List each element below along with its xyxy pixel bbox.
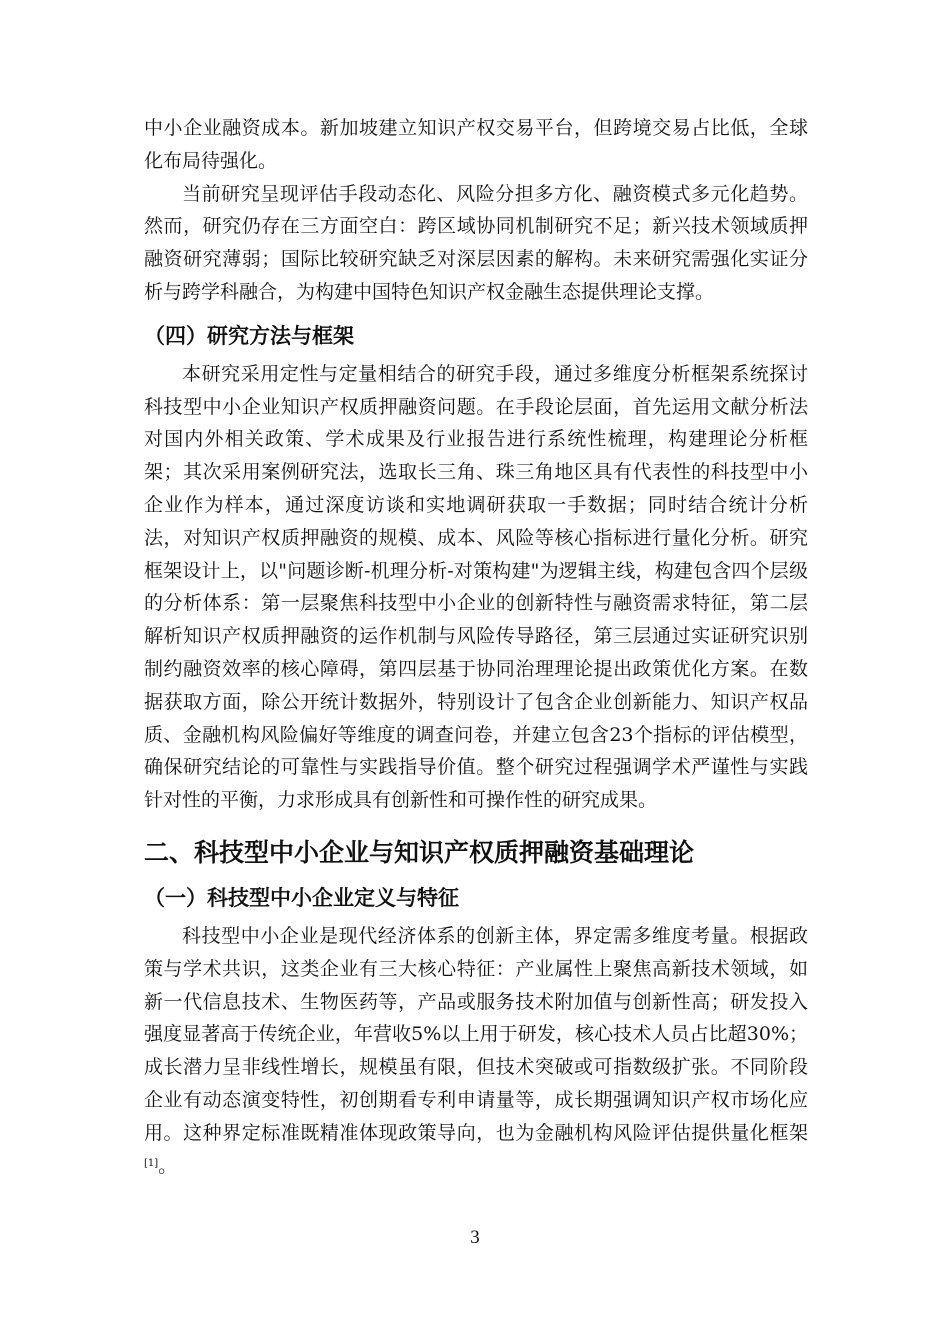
- citation-reference[interactable]: [1]: [144, 1157, 159, 1169]
- paragraph-definition-end: 。: [158, 1154, 178, 1177]
- page-number: 3: [470, 1227, 480, 1248]
- paragraph-definition: [144, 920, 808, 1182]
- page-content: [144, 112, 808, 1182]
- paragraph-definition-text: 科技型中小企业是现代经济体系的创新主体，界定需多维度考量。根据政策与学术共识，这类企业有三大核心特征：产业属性上聚焦高新技术领域，如新一代信息技术、生物医药等，产品或服务技术附加值与创新性高；研发投入强度显著高于传统企业，年营收5%以上用于研发，核心技术人员占比超30%；成长潜力呈非线性增长，规模虽有限，但技术突破或可指数级扩张。不同阶段企业有动态演变特性，初创期看专利申请量等，成长期强调知识产权市场化应用。这种界定标准既精准体现政策导向，也为金融机构风险评估提供量化框架: [144, 924, 808, 1144]
- paragraph-continuation: 中小企业融资成本。新加坡建立知识产权交易平台，但跨境交易占比低，全球化布局待强化。: [144, 117, 808, 172]
- paragraph-research-methods: 本研究采用定性与定量相结合的研究手段，通过多维度分析框架系统探讨科技型中小企业知识产权质押融资问题。在手段论层面，首先运用文献分析法对国内外相关政策、学术成果及行业报告进行系统性梳理，构建理论分析框架；其次采用案例研究法，选取长三角、珠三角地区具有代表性的科技型中小企业作为样本，通过深度访谈和实地调研获取一手数据；同时结合统计分析法，对知识产权质押融资的规模、成本、风险等核心指标进行量化分析。研究框架设计上，以"问题诊断-机理分析-对策构建"为逻辑主线，构建包含四个层级的分析体系：第一层聚焦科技型中小企业的创新特性与融资需求特征，第二层解析知识产权质押融资的运作机制与风险传导路径，第三层通过实证研究识别制约融资效率的核心障碍，第四层基于协同治理理论提出政策优化方案。在数据获取方面，除公开统计数据外，特别设计了包含企业创新能力、知识产权品质、金融机构风险偏好等维度的调查问卷，并建立包含23个指标的评估模型，确保研究结论的可靠性与实践指导价值。整个研究过程强调学术严谨性与实践针对性的平衡，力求形成具有创新性和可操作性的研究成果。: [144, 362, 808, 812]
- section-heading-research-methods: （四）研究方法与框架: [144, 323, 354, 348]
- paragraph-research-trends: 当前研究呈现评估手段动态化、风险分担多方化、融资模式多元化趋势。然而，研究仍存在三方面空白：跨区域协同机制研究不足；新兴技术领域质押融资研究薄弱；国际比较研究缺乏对深层因素的解构。未来研究需强化实证分析与跨学科融合，为构建中国特色知识产权金融生态提供理论支撑。: [144, 182, 808, 303]
- section-heading-definition: （一）科技型中小企业定义与特征: [144, 885, 459, 910]
- chapter-heading-basic-theory: 二、科技型中小企业与知识产权质押融资基础理论: [144, 837, 695, 867]
